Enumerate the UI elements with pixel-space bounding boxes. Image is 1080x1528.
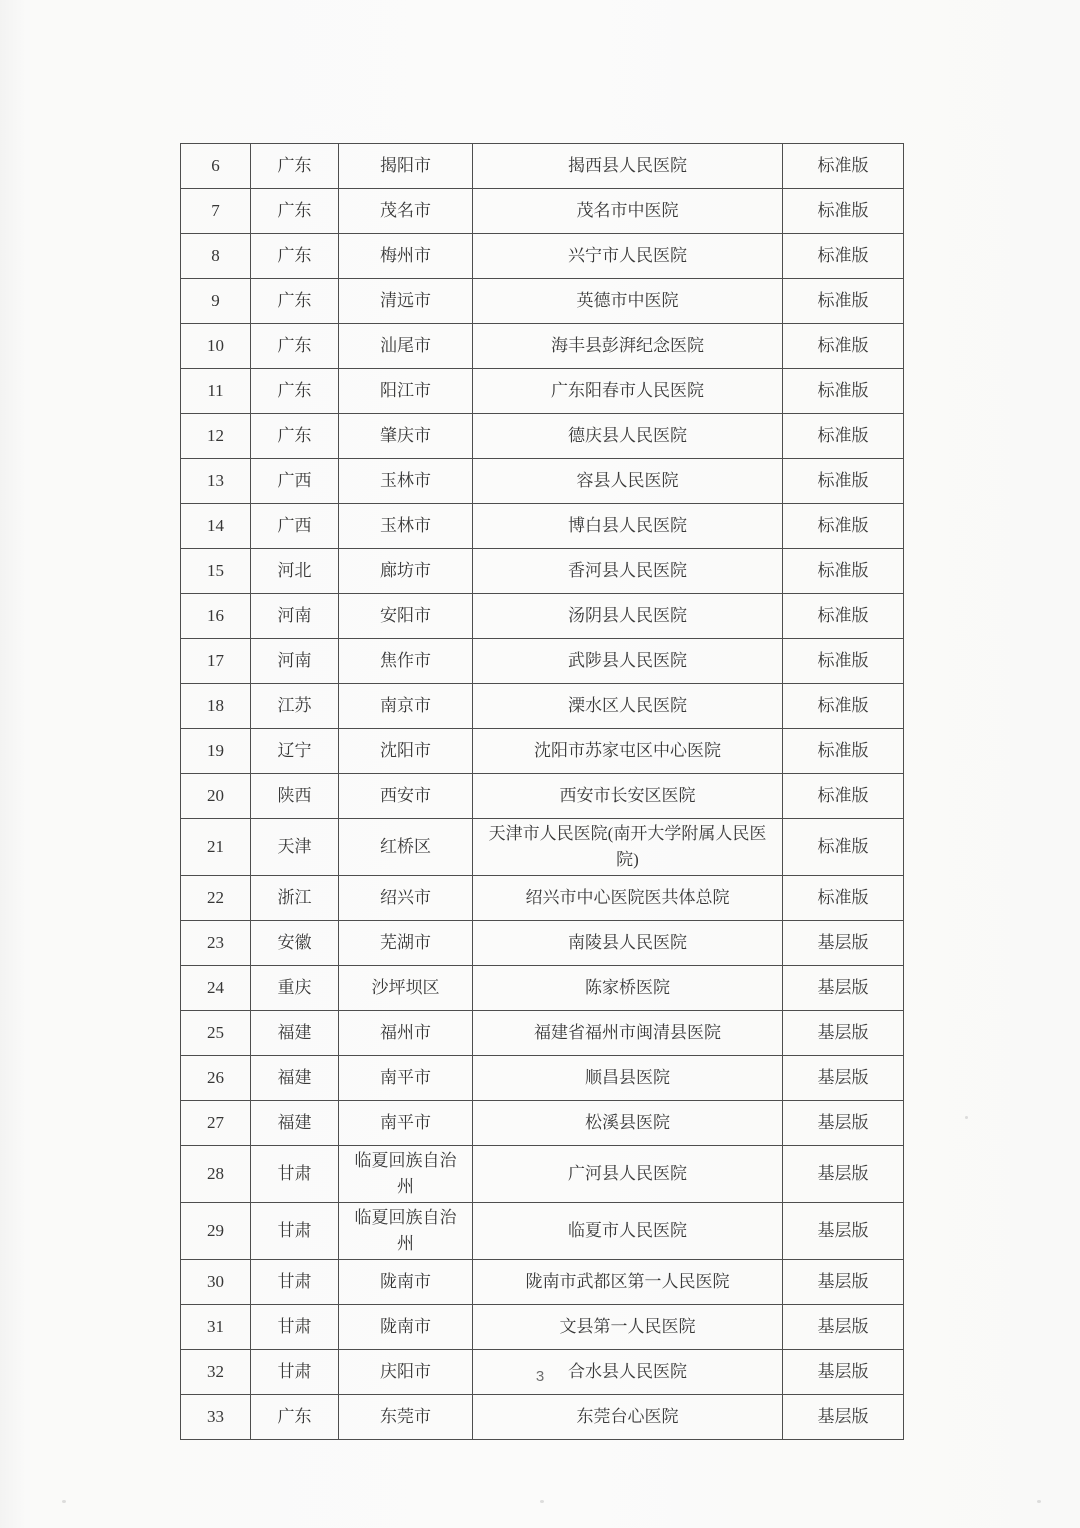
cell-city: 庆阳市 <box>339 1350 473 1395</box>
cell-hospital-name: 香河县人民医院 <box>473 549 783 594</box>
cell-city: 西安市 <box>339 774 473 819</box>
cell-version: 标准版 <box>783 279 904 324</box>
cell-province: 江苏 <box>251 684 339 729</box>
table-row <box>181 876 904 921</box>
cell-city: 陇南市 <box>339 1305 473 1350</box>
cell-hospital-name: 兴宁市人民医院 <box>473 234 783 279</box>
cell-row-number: 22 <box>181 876 251 921</box>
cell-row-number: 8 <box>181 234 251 279</box>
cell-province: 广东 <box>251 189 339 234</box>
cell-row-number: 9 <box>181 279 251 324</box>
cell-hospital-name: 西安市长安区医院 <box>473 774 783 819</box>
cell-province: 重庆 <box>251 966 339 1011</box>
cell-city: 南平市 <box>339 1056 473 1101</box>
table-row <box>181 921 904 966</box>
table-row <box>181 594 904 639</box>
cell-version: 基层版 <box>783 1203 904 1260</box>
cell-hospital-name: 汤阴县人民医院 <box>473 594 783 639</box>
scan-noise-speck <box>62 1500 66 1503</box>
cell-hospital-name: 沈阳市苏家屯区中心医院 <box>473 729 783 774</box>
cell-city: 清远市 <box>339 279 473 324</box>
cell-city: 福州市 <box>339 1011 473 1056</box>
cell-province: 广东 <box>251 324 339 369</box>
cell-hospital-name: 东莞台心医院 <box>473 1395 783 1440</box>
table-row <box>181 459 904 504</box>
cell-version: 标准版 <box>783 549 904 594</box>
table-row <box>181 369 904 414</box>
cell-version: 基层版 <box>783 1395 904 1440</box>
cell-hospital-name: 陇南市武都区第一人民医院 <box>473 1260 783 1305</box>
scan-noise-speck <box>965 1116 968 1119</box>
cell-hospital-name: 顺昌县医院 <box>473 1056 783 1101</box>
cell-city: 肇庆市 <box>339 414 473 459</box>
cell-city: 芜湖市 <box>339 921 473 966</box>
cell-city: 廊坊市 <box>339 549 473 594</box>
cell-city: 茂名市 <box>339 189 473 234</box>
cell-row-number: 16 <box>181 594 251 639</box>
table-row <box>181 1305 904 1350</box>
table-row <box>181 1395 904 1440</box>
scan-noise-speck <box>1037 1500 1041 1503</box>
cell-province: 辽宁 <box>251 729 339 774</box>
cell-hospital-name: 临夏市人民医院 <box>473 1203 783 1260</box>
cell-version: 标准版 <box>783 504 904 549</box>
cell-city: 临夏回族自治州 <box>339 1146 473 1203</box>
table-row <box>181 1101 904 1146</box>
hospital-table-body <box>181 144 904 1440</box>
cell-hospital-name: 南陵县人民医院 <box>473 921 783 966</box>
cell-row-number: 29 <box>181 1203 251 1260</box>
cell-version: 标准版 <box>783 639 904 684</box>
cell-hospital-name: 广河县人民医院 <box>473 1146 783 1203</box>
cell-hospital-name: 博白县人民医院 <box>473 504 783 549</box>
cell-hospital-name: 合水县人民医院 <box>473 1350 783 1395</box>
cell-row-number: 21 <box>181 819 251 876</box>
cell-row-number: 18 <box>181 684 251 729</box>
cell-hospital-name: 德庆县人民医院 <box>473 414 783 459</box>
table-row <box>181 324 904 369</box>
cell-province: 广东 <box>251 234 339 279</box>
cell-row-number: 14 <box>181 504 251 549</box>
cell-hospital-name: 茂名市中医院 <box>473 189 783 234</box>
table-row <box>181 966 904 1011</box>
cell-version: 基层版 <box>783 1350 904 1395</box>
table-row <box>181 504 904 549</box>
cell-city: 南平市 <box>339 1101 473 1146</box>
cell-province: 浙江 <box>251 876 339 921</box>
cell-version: 标准版 <box>783 729 904 774</box>
table-row <box>181 1056 904 1101</box>
cell-row-number: 20 <box>181 774 251 819</box>
cell-row-number: 11 <box>181 369 251 414</box>
cell-version: 标准版 <box>783 324 904 369</box>
cell-hospital-name: 陈家桥医院 <box>473 966 783 1011</box>
cell-city: 沈阳市 <box>339 729 473 774</box>
cell-province: 安徽 <box>251 921 339 966</box>
table-row <box>181 684 904 729</box>
table-row <box>181 279 904 324</box>
cell-province: 福建 <box>251 1101 339 1146</box>
table-row <box>181 1146 904 1203</box>
cell-city: 东莞市 <box>339 1395 473 1440</box>
cell-row-number: 28 <box>181 1146 251 1203</box>
cell-city: 绍兴市 <box>339 876 473 921</box>
cell-hospital-name: 揭西县人民医院 <box>473 144 783 189</box>
cell-hospital-name: 福建省福州市闽清县医院 <box>473 1011 783 1056</box>
cell-row-number: 32 <box>181 1350 251 1395</box>
cell-hospital-name: 文县第一人民医院 <box>473 1305 783 1350</box>
cell-province: 广东 <box>251 1395 339 1440</box>
cell-version: 标准版 <box>783 144 904 189</box>
cell-row-number: 13 <box>181 459 251 504</box>
cell-version: 基层版 <box>783 1011 904 1056</box>
cell-version: 标准版 <box>783 234 904 279</box>
cell-city: 玉林市 <box>339 459 473 504</box>
cell-version: 标准版 <box>783 876 904 921</box>
cell-version: 标准版 <box>783 684 904 729</box>
cell-version: 基层版 <box>783 1305 904 1350</box>
cell-province: 甘肃 <box>251 1146 339 1203</box>
cell-row-number: 6 <box>181 144 251 189</box>
cell-province: 广东 <box>251 414 339 459</box>
cell-version: 标准版 <box>783 189 904 234</box>
cell-city: 阳江市 <box>339 369 473 414</box>
cell-hospital-name: 天津市人民医院(南开大学附属人民医院) <box>473 819 783 876</box>
cell-province: 河南 <box>251 639 339 684</box>
cell-row-number: 31 <box>181 1305 251 1350</box>
cell-row-number: 24 <box>181 966 251 1011</box>
cell-province: 陕西 <box>251 774 339 819</box>
cell-row-number: 25 <box>181 1011 251 1056</box>
cell-province: 甘肃 <box>251 1203 339 1260</box>
table-row <box>181 1260 904 1305</box>
cell-city: 汕尾市 <box>339 324 473 369</box>
cell-hospital-name: 容县人民医院 <box>473 459 783 504</box>
cell-city: 焦作市 <box>339 639 473 684</box>
cell-version: 基层版 <box>783 1056 904 1101</box>
table-row <box>181 1011 904 1056</box>
cell-province: 甘肃 <box>251 1260 339 1305</box>
cell-city: 玉林市 <box>339 504 473 549</box>
hospital-list-table <box>180 143 904 1440</box>
cell-city: 红桥区 <box>339 819 473 876</box>
cell-province: 甘肃 <box>251 1350 339 1395</box>
cell-row-number: 12 <box>181 414 251 459</box>
cell-row-number: 23 <box>181 921 251 966</box>
cell-row-number: 7 <box>181 189 251 234</box>
cell-hospital-name: 广东阳春市人民医院 <box>473 369 783 414</box>
cell-province: 福建 <box>251 1011 339 1056</box>
cell-row-number: 27 <box>181 1101 251 1146</box>
cell-version: 基层版 <box>783 1146 904 1203</box>
table-row <box>181 639 904 684</box>
table-row <box>181 234 904 279</box>
cell-province: 天津 <box>251 819 339 876</box>
cell-city: 陇南市 <box>339 1260 473 1305</box>
cell-version: 基层版 <box>783 1260 904 1305</box>
cell-province: 广东 <box>251 369 339 414</box>
cell-city: 南京市 <box>339 684 473 729</box>
table-row <box>181 414 904 459</box>
cell-version: 标准版 <box>783 459 904 504</box>
cell-province: 河北 <box>251 549 339 594</box>
cell-version: 标准版 <box>783 369 904 414</box>
table-row <box>181 189 904 234</box>
cell-city: 临夏回族自治州 <box>339 1203 473 1260</box>
cell-province: 广东 <box>251 279 339 324</box>
cell-hospital-name: 溧水区人民医院 <box>473 684 783 729</box>
cell-province: 甘肃 <box>251 1305 339 1350</box>
cell-version: 标准版 <box>783 819 904 876</box>
cell-province: 福建 <box>251 1056 339 1101</box>
cell-version: 基层版 <box>783 1101 904 1146</box>
cell-city: 沙坪坝区 <box>339 966 473 1011</box>
cell-hospital-name: 松溪县医院 <box>473 1101 783 1146</box>
scan-noise-speck <box>540 1500 544 1503</box>
table-row <box>181 774 904 819</box>
cell-city: 梅州市 <box>339 234 473 279</box>
cell-hospital-name: 绍兴市中心医院医共体总院 <box>473 876 783 921</box>
cell-row-number: 26 <box>181 1056 251 1101</box>
cell-province: 广东 <box>251 144 339 189</box>
table-row <box>181 729 904 774</box>
cell-row-number: 17 <box>181 639 251 684</box>
cell-city: 揭阳市 <box>339 144 473 189</box>
cell-row-number: 19 <box>181 729 251 774</box>
cell-hospital-name: 海丰县彭湃纪念医院 <box>473 324 783 369</box>
cell-version: 标准版 <box>783 414 904 459</box>
cell-version: 基层版 <box>783 921 904 966</box>
cell-row-number: 15 <box>181 549 251 594</box>
table-row <box>181 144 904 189</box>
table-row <box>181 549 904 594</box>
cell-version: 标准版 <box>783 774 904 819</box>
table-row <box>181 1203 904 1260</box>
table-row <box>181 819 904 876</box>
cell-province: 广西 <box>251 459 339 504</box>
cell-hospital-name: 英德市中医院 <box>473 279 783 324</box>
cell-province: 河南 <box>251 594 339 639</box>
cell-version: 基层版 <box>783 966 904 1011</box>
page-number: 3 <box>535 1368 545 1385</box>
cell-province: 广西 <box>251 504 339 549</box>
cell-row-number: 33 <box>181 1395 251 1440</box>
cell-version: 标准版 <box>783 594 904 639</box>
cell-city: 安阳市 <box>339 594 473 639</box>
cell-row-number: 30 <box>181 1260 251 1305</box>
cell-row-number: 10 <box>181 324 251 369</box>
cell-hospital-name: 武陟县人民医院 <box>473 639 783 684</box>
